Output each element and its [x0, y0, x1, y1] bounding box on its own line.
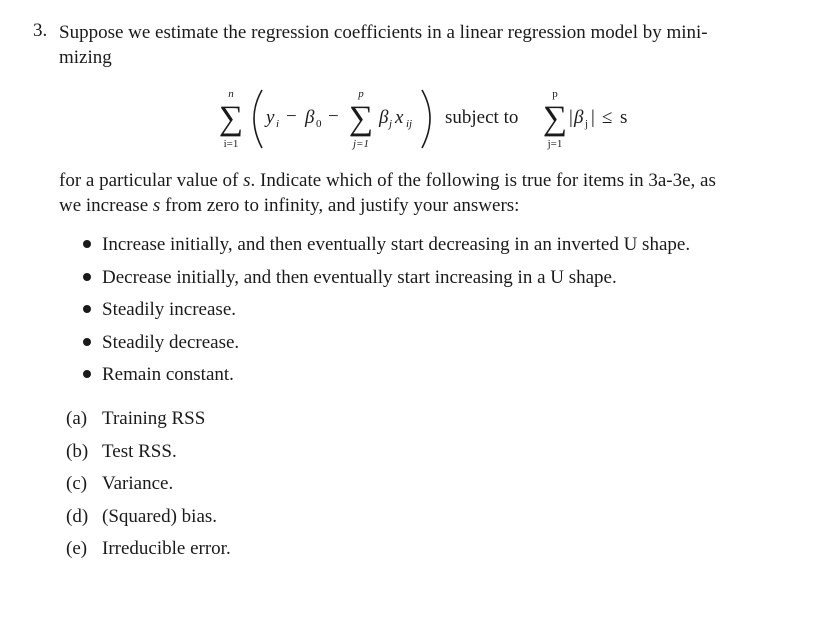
minimization-formula: [214, 86, 654, 156]
abs-close: |: [591, 107, 595, 128]
constraint-sum-lower: j=1: [547, 138, 563, 150]
inner-sum-symbol: ∑: [348, 100, 374, 137]
right-paren: [422, 90, 430, 148]
outer-sum-symbol: ∑: [218, 100, 244, 137]
bullet-icon: [83, 305, 91, 313]
formula-svg: [214, 86, 654, 156]
option-item: [82, 297, 690, 330]
bullet-icon: [83, 273, 91, 281]
inner-sum-upper: p: [358, 88, 364, 100]
option-text: Steadily increase.: [102, 299, 237, 320]
minus-1: −: [286, 106, 297, 127]
leq-sign: ≤: [602, 107, 613, 128]
subquestion-item: [66, 504, 231, 537]
option-item: [82, 232, 690, 265]
left-paren: [254, 90, 262, 148]
option-text: Decrease initially, and then eventually start increasing in a U shape.: [102, 266, 617, 288]
option-text: Increase initially, and then eventually start decreasing in an inverted U shape.: [102, 234, 691, 255]
subquestion-label: (b): [66, 440, 89, 462]
beta-constraint-subscript: j: [585, 118, 589, 130]
y-subscript: i: [276, 118, 280, 130]
subquestion-label: (a): [66, 408, 88, 429]
subquestion-text: (Squared) bias.: [102, 505, 218, 527]
problem-number: 3.: [33, 20, 48, 41]
subquestion-text: Variance.: [102, 473, 174, 494]
subquestion-label: (c): [66, 473, 88, 494]
s-variable-1: s: [243, 170, 251, 191]
problem-intro: [59, 20, 801, 70]
bullet-icon: [83, 370, 91, 378]
x-term: x: [395, 107, 404, 128]
bullet-icon: [83, 240, 91, 248]
subquestion-text: Test RSS.: [102, 440, 177, 462]
subject-to: subject to: [445, 107, 519, 128]
x-subscript: ij: [406, 118, 413, 130]
outer-sum-lower: i=1: [223, 138, 239, 150]
context-text-2: . Indicate which of the following is true for items in 3a-3e, as: [250, 170, 716, 191]
subquestion-item: [66, 536, 231, 569]
context-paragraph: [59, 168, 801, 218]
subquestion-text: Training RSS: [102, 408, 206, 429]
option-item: [82, 265, 690, 298]
inner-sum-lower: j=1: [353, 138, 369, 150]
beta-0-subscript: 0: [316, 118, 322, 130]
subquestion-list: [66, 406, 231, 569]
intro-line-2: mizing: [59, 47, 112, 68]
outer-sum-upper: n: [228, 88, 234, 100]
option-item: [82, 330, 690, 363]
option-item: [82, 362, 690, 395]
subquestion-label: (d): [66, 505, 89, 527]
subquestion-item: [66, 439, 231, 472]
beta-j-subscript: j: [389, 118, 393, 130]
constraint-sum-upper: p: [552, 88, 558, 100]
context-line-2: [59, 193, 801, 218]
beta-constraint: β: [574, 107, 584, 128]
subquestion-label: (e): [66, 538, 88, 559]
constraint-sum-symbol: ∑: [542, 100, 568, 137]
option-list: [82, 232, 690, 395]
context-text-1: for a particular value of: [59, 170, 244, 191]
abs-open: |: [569, 107, 573, 128]
s-variable-2: s: [152, 195, 161, 216]
intro-line-1: Suppose we estimate the regression coefficients in a linear regression model by mini-: [59, 22, 708, 43]
bullet-icon: [83, 338, 91, 346]
option-text: Steadily decrease.: [102, 331, 240, 353]
context-text-3: we increase: [59, 195, 153, 216]
beta-0: β: [305, 107, 315, 128]
option-text: Remain constant.: [102, 364, 234, 385]
subquestion-text: Irreducible error.: [102, 538, 231, 559]
y-term: y: [266, 107, 275, 128]
subquestion-item: [66, 406, 231, 439]
context-line-1: [59, 168, 801, 193]
subquestion-item: [66, 471, 231, 504]
s-bound: s: [620, 107, 628, 128]
minus-2: −: [328, 106, 339, 127]
beta-j: β: [379, 107, 389, 128]
context-text-4: from zero to infinity, and justify your answers:: [160, 195, 520, 216]
